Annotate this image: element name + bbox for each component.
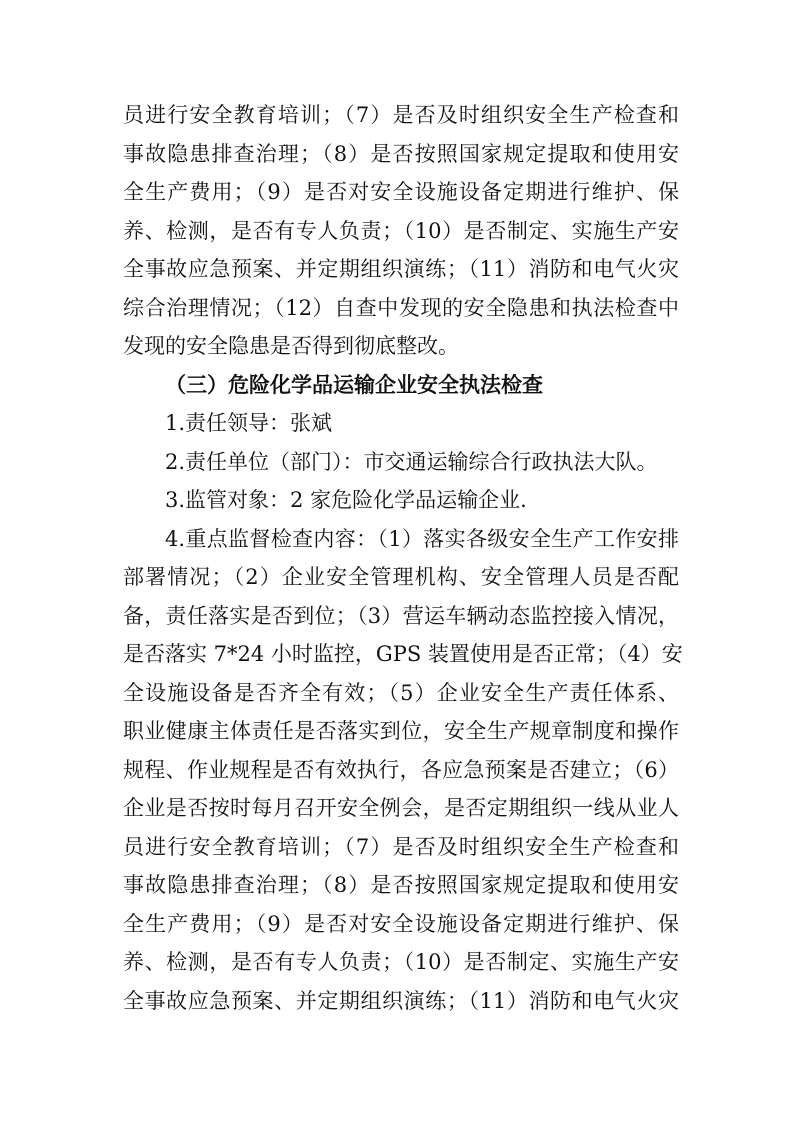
paragraph-line: 事故隐患排查治理；（8）是否按照国家规定提取和使用安	[123, 141, 679, 166]
paragraph-line: 全生产费用；（9）是否对安全设施设备定期进行维护、保	[123, 911, 679, 936]
section-heading: （三）危险化学品运输企业安全执法检查	[165, 371, 543, 397]
document-body	[123, 96, 683, 1020]
paragraph-line: 部署情况；（2）企业安全管理机构、安全管理人员是否配	[123, 565, 679, 589]
paragraph-line: 全事故应急预案、并定期组织演练；（11）消防和电气火灾	[123, 988, 679, 1013]
paragraph-line: 企业是否按时每月召开安全例会，是否定期组织一线从业人	[123, 796, 679, 820]
paragraph-line: 备，责任落实是否到位；（3）营运车辆动态监控接入情况，	[123, 603, 679, 628]
paragraph-line: 全事故应急预案、并定期组织演练；（11）消防和电气火灾	[123, 257, 679, 281]
paragraph-line: 养、检测，是否有专人负责；（10）是否制定、实施生产安	[123, 218, 679, 243]
paragraph-line: 全生产费用；（9）是否对安全设施设备定期进行维护、保	[123, 180, 679, 204]
paragraph-line: 综合治理情况；（12）自查中发现的安全隐患和执法检查中	[123, 295, 679, 320]
supervision-target: 3.监管对象：2 家危险化学品运输企业.	[165, 488, 527, 512]
paragraph-line: 员进行安全教育培训；（7）是否及时组织安全生产检查和	[123, 103, 679, 127]
paragraph-line: 职业健康主体责任是否落实到位，安全生产规章制度和操作	[123, 719, 679, 743]
paragraph-line: 员进行安全教育培训；（7）是否及时组织安全生产检查和	[123, 834, 679, 859]
responsible-unit: 2.责任单位（部门）：市交通运输综合行政执法大队。	[165, 449, 658, 474]
paragraph-line: 是否落实 7*24 小时监控，GPS 装置使用是否正常；（4）安	[123, 642, 683, 666]
paragraph-line: 全设施设备是否齐全有效；（5）企业安全生产责任体系、	[123, 680, 679, 705]
responsible-leader: 1.责任领导：张斌	[165, 411, 333, 435]
paragraph-line: 规程、作业规程是否有效执行，各应急预案是否建立；（6）	[123, 757, 679, 782]
paragraph-line: 养、检测，是否有专人负责；（10）是否制定、实施生产安	[123, 950, 679, 974]
paragraph-line: 发现的安全隐患是否得到彻底整改。	[123, 334, 459, 358]
inspection-content-start: 4.重点监督检查内容：（1）落实各级安全生产工作安排	[165, 526, 679, 551]
paragraph-line: 事故隐患排查治理；（8）是否按照国家规定提取和使用安	[123, 873, 679, 897]
